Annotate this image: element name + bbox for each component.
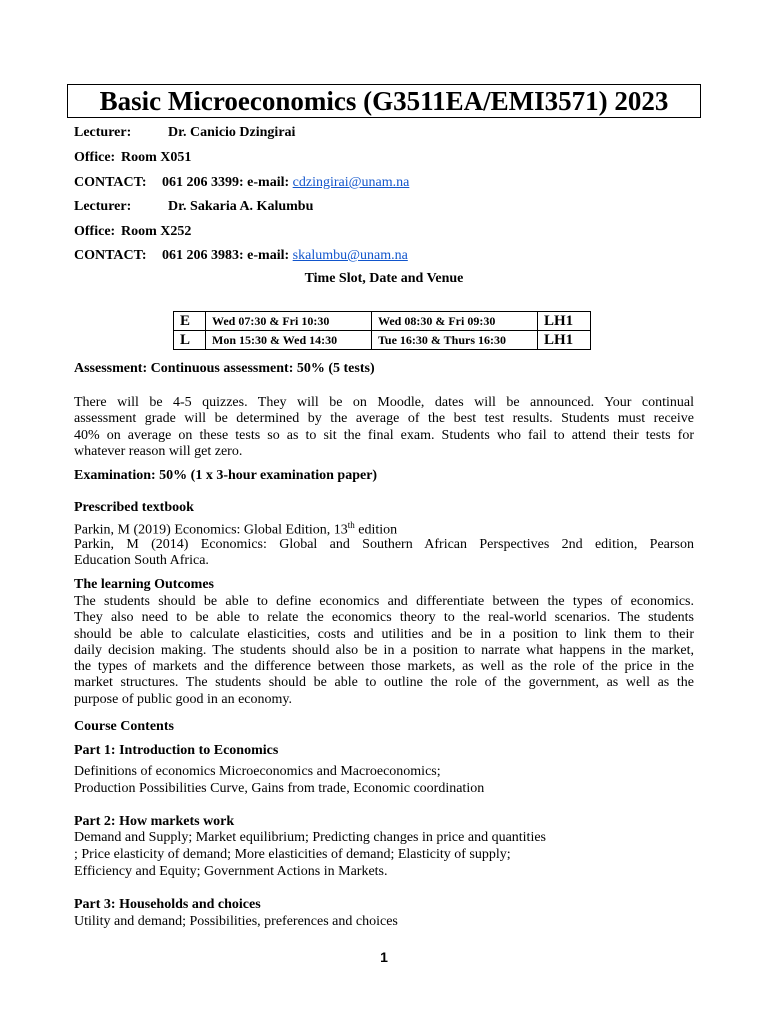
textbook-line-1 bbox=[74, 520, 397, 539]
textbook-title: Parkin, M (2019) Economics: Global Edition, 13 bbox=[74, 522, 348, 538]
assessment-heading: Assessment: Continuous assessment: 50% (5 tests) bbox=[74, 361, 375, 376]
part-2-line: ; Price elasticity of demand; More elasticities of demand; Elasticity of supply; bbox=[74, 847, 511, 862]
email-link[interactable]: cdzingirai@unam.na bbox=[292, 175, 410, 190]
contact-label: CONTACT: bbox=[74, 248, 147, 263]
lecturer-name: Dr. Sakaria A. Kalumbu bbox=[168, 199, 314, 214]
part-1-line: Production Possibilities Curve, Gains from trade, Economic coordination bbox=[74, 781, 485, 796]
paragraph-line: the types of markets and the difference between those markets, as well as the role of the price in the bbox=[74, 659, 694, 675]
paragraph-line: There will be 4-5 quizzes. They will be on Moodle, dates will be announced. Your continual bbox=[74, 395, 694, 410]
contact-phone: 061 206 3399: e-mail: bbox=[162, 175, 293, 190]
time-slot: Wed 07:30 & Fri 10:30 bbox=[206, 312, 372, 331]
venue: LH1 bbox=[538, 312, 591, 331]
lecturer-label: Lecturer: bbox=[74, 199, 132, 214]
part-1-heading: Part 1: Introduction to Economics bbox=[74, 743, 279, 758]
time-slot: Wed 08:30 & Fri 09:30 bbox=[372, 312, 538, 331]
timeslot-heading: Time Slot, Date and Venue bbox=[304, 271, 464, 286]
office-1-line bbox=[74, 150, 191, 166]
table-row bbox=[174, 312, 591, 331]
part-2-heading: Part 2: How markets work bbox=[74, 814, 235, 829]
outcomes-heading: The learning Outcomes bbox=[74, 577, 214, 592]
lecturer-1-line bbox=[74, 125, 295, 141]
superscript: th bbox=[347, 520, 355, 530]
lecturer-name: Dr. Canicio Dzingirai bbox=[168, 125, 296, 140]
venue: LH1 bbox=[538, 331, 591, 350]
contact-2-line bbox=[74, 248, 408, 264]
office-2-line bbox=[74, 224, 191, 240]
timeslot-table bbox=[173, 311, 591, 350]
contact-1-line bbox=[74, 175, 409, 191]
office-room: Room X252 bbox=[121, 224, 192, 239]
contact-label: CONTACT: bbox=[74, 175, 147, 190]
office-label: Office: bbox=[74, 150, 116, 165]
group-code: L bbox=[174, 331, 206, 350]
paragraph-line: should be able to calculate elasticities, costs and utilities and be in a position to link them to their bbox=[74, 626, 694, 642]
course-contents-heading: Course Contents bbox=[74, 719, 174, 734]
email-link[interactable]: skalumbu@unam.na bbox=[292, 248, 408, 263]
textbook-line-2-wrapper bbox=[74, 537, 694, 570]
contact-phone: 061 206 3983: e-mail: bbox=[162, 248, 293, 263]
office-room: Room X051 bbox=[121, 150, 192, 165]
part-2-line: Demand and Supply; Market equilibrium; Predicting changes in price and quantities bbox=[74, 830, 547, 845]
time-slot: Mon 15:30 & Wed 14:30 bbox=[206, 331, 372, 350]
paragraph-line: purpose of public good in an economy. bbox=[74, 691, 292, 707]
lecturer-label: Lecturer: bbox=[74, 125, 132, 140]
table-row bbox=[174, 331, 591, 350]
assessment-paragraph bbox=[74, 395, 694, 460]
paragraph-line: whatever reason will get zero. bbox=[74, 443, 243, 459]
part-1-line: Definitions of economics Microeconomics and Macroeconomics; bbox=[74, 764, 441, 779]
lecturer-2-line bbox=[74, 199, 313, 215]
textbook-line-3: Education South Africa. bbox=[74, 553, 209, 569]
group-code: E bbox=[174, 312, 206, 331]
textbook-heading: Prescribed textbook bbox=[74, 500, 194, 515]
office-label: Office: bbox=[74, 224, 116, 239]
page-number: 1 bbox=[380, 949, 388, 965]
examination-heading: Examination: 50% (1 x 3-hour examination paper) bbox=[74, 468, 378, 483]
part-2-line: Efficiency and Equity; Government Actions in Markets. bbox=[74, 864, 388, 879]
paragraph-line: daily decision making. The students should also be in a position to narrate what happens in the market, bbox=[74, 642, 694, 658]
paragraph-line: The students should be able to define economics and differentiate between the types of economics. bbox=[74, 594, 694, 609]
paragraph-line: market structures. The students should be able to outline the role of the government, as well as the bbox=[74, 675, 694, 691]
course-title: Basic Microeconomics (G3511EA/EMI3571) 2023 bbox=[67, 84, 701, 118]
part-3-heading: Part 3: Households and choices bbox=[74, 897, 261, 912]
outcomes-paragraph bbox=[74, 594, 694, 708]
paragraph-line: 40% on average on these tests so as to sit the final exam. Students who fail to attend their tests for bbox=[74, 427, 694, 443]
paragraph-line: assessment grade will be determined by the average of the best test results. Students must receive bbox=[74, 411, 694, 427]
textbook-edition: edition bbox=[354, 522, 398, 538]
textbook-line-2: Parkin, M (2014) Economics: Global and Southern African Perspectives 2nd edition, Pearson bbox=[74, 537, 694, 552]
paragraph-line: They also need to be able to relate the economics theory to the real-world scenarios. The students bbox=[74, 610, 694, 626]
time-slot: Tue 16:30 & Thurs 16:30 bbox=[372, 331, 538, 350]
part-3-line: Utility and demand; Possibilities, preferences and choices bbox=[74, 914, 398, 929]
